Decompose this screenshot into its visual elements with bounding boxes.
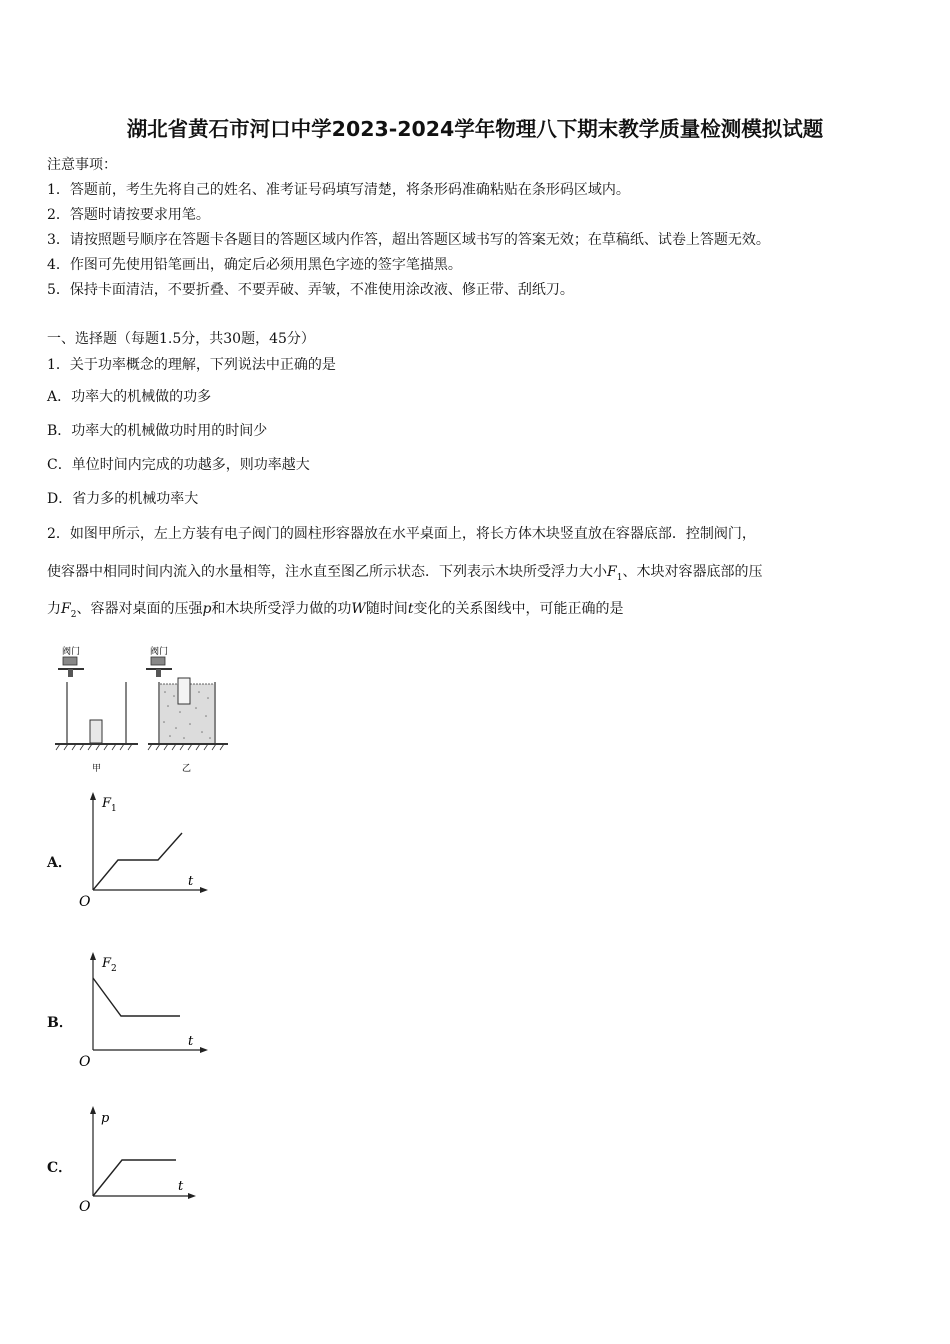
question-1-option-b: B．功率大的机械做功时用的时间少	[47, 423, 268, 439]
graph-b-ylabel: F	[102, 956, 112, 971]
figure-right-container	[146, 645, 228, 774]
question-1-option-a: A．功率大的机械做的功多	[47, 389, 212, 405]
figure-caption-right: 乙	[182, 764, 192, 774]
question-2-option-b-letter: B．	[47, 1015, 73, 1031]
notice-heading: 注意事项：	[47, 157, 117, 173]
section-heading: 一、选择题（每题1.5分，共30题，45分）	[47, 331, 315, 347]
question-2-option-c-letter: C．	[47, 1160, 73, 1176]
option-b-graph	[76, 950, 216, 1072]
option-a-graph	[76, 790, 216, 912]
graph-b-xlabel: t	[188, 1034, 194, 1049]
graph-a-ylabel: F	[102, 796, 112, 811]
graph-a-xlabel: t	[188, 874, 194, 889]
option-c-graph	[76, 1100, 216, 1218]
graph-b-ysub: 2	[111, 964, 117, 974]
graph-c-xlabel: t	[178, 1179, 184, 1194]
notice-item: 1．答题前，考生先将自己的姓名、准考证号码填写清楚，将条形码准确粘贴在条形码区域内。	[47, 182, 630, 198]
question-1-option-d: D．省力多的机械功率大	[47, 491, 199, 507]
graph-b-origin: O	[79, 1054, 91, 1070]
question-2-line-3: 力$F_2$、容器对桌面的压强p和木块所受浮力做的功W随时间t变化的关系图线中，可能正确的是	[47, 601, 624, 620]
valve-label: 阀门	[62, 647, 81, 657]
notice-item: 5．保持卡面清洁，不要折叠、不要弄破、弄皱，不准使用涂改液、修正带、刮纸刀。	[47, 282, 574, 298]
notice-item: 3．请按照题号顺序在答题卡各题目的答题区域内作答，超出答题区域书写的答案无效；在草稿纸、试卷上答题无效。	[47, 232, 770, 248]
figure-caption-left: 甲	[92, 764, 102, 774]
graph-c-ylabel: p	[101, 1111, 110, 1126]
question-2-line-1: 2．如图甲所示，左上方装有电子阀门的圆柱形容器放在水平桌面上，将长方体木块竖直放在容器底部．控制阀门，	[47, 526, 756, 542]
graph-c-origin: O	[79, 1199, 91, 1215]
question-2-line-2: 使容器中相同时间内流入的水量相等，注水直至图乙所示状态．下列表示木块所受浮力大小$F_1$、木块对容器底部的压	[47, 564, 763, 583]
figure-left-container	[55, 645, 138, 774]
question-1-stem: 1．关于功率概念的理解，下列说法中正确的是	[47, 357, 336, 373]
container-figure	[50, 640, 250, 775]
notice-item: 2．答题时请按要求用笔。	[47, 207, 210, 223]
graph-a-origin: O	[79, 894, 91, 910]
graph-a-ysub: 1	[111, 804, 117, 814]
question-2-option-a-letter: A．	[47, 855, 72, 871]
notice-item: 4．作图可先使用铅笔画出，确定后必须用黑色字迹的签字笔描黑。	[47, 257, 462, 273]
question-1-option-c: C．单位时间内完成的功越多，则功率越大	[47, 457, 310, 473]
page-title: 湖北省黄石市河口中学2023-2024学年物理八下期末教学质量检测模拟试题	[126, 117, 824, 141]
valve-label: 阀门	[150, 647, 169, 657]
